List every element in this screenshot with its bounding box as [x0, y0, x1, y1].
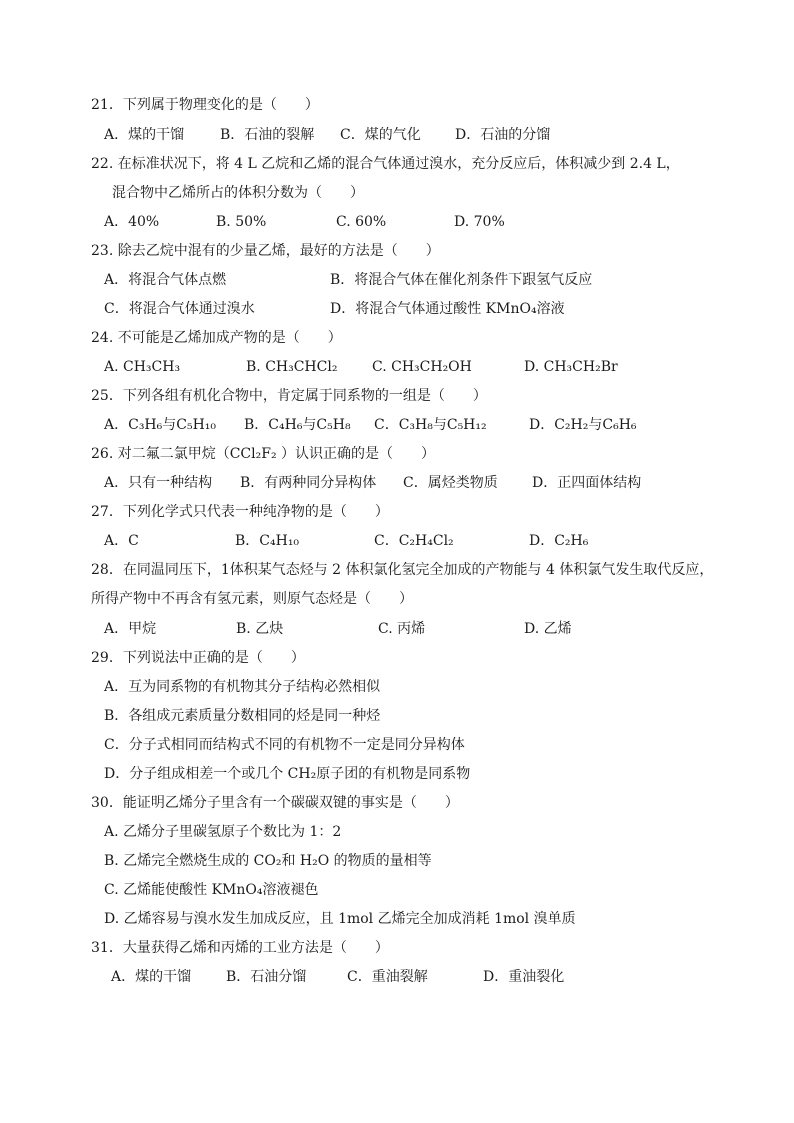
option-a: A．甲烷	[104, 621, 157, 637]
question-31-stem: 31．大量获得乙烯和丙烯的工业方法是（ ）	[91, 940, 389, 956]
question-30-stem: 30．能证明乙烯分子里含有一个碳碳双键的事实是（ ）	[91, 795, 459, 811]
option-d: D．重油裂化	[483, 969, 565, 985]
option-a: A．将混合气体点燃	[104, 272, 227, 288]
question-22-stem-line2: 混合物中乙烯所占的体积分数为（ ）	[112, 185, 364, 201]
option-c: C. 乙烯能使酸性 KMnO₄溶液褪色	[104, 882, 319, 898]
option-a: A．煤的干馏	[111, 969, 192, 985]
question-29-stem: 29．下列说法中正确的是（ ）	[91, 650, 305, 666]
option-a: A．C₃H₆与C₅H₁₀	[104, 417, 217, 433]
option-c: C. CH₃CH₂OH	[372, 359, 472, 375]
option-a: A. CH₃CH₃	[104, 359, 181, 375]
option-c: C．C₃H₈与C₅H₁₂	[374, 417, 487, 433]
option-a: A．40%	[104, 214, 160, 230]
option-c: C. 60%	[336, 214, 387, 230]
option-b: B．各组成元素质量分数相同的烃是同一种烃	[104, 708, 381, 724]
option-b: B．石油的裂解	[220, 127, 315, 143]
option-d: D. 乙烯容易与溴水发生加成反应，且 1mol 乙烯完全加成消耗 1mol 溴单质	[104, 911, 576, 927]
option-b: B. 乙烯完全燃烧生成的 CO₂和 H₂O 的物质的量相等	[104, 853, 432, 869]
option-d: D. 乙烯	[524, 621, 572, 637]
option-c: C．属烃类物质	[403, 475, 498, 491]
option-d: D. CH₃CH₂Br	[524, 359, 618, 375]
option-b: B．C₄H₁₀	[235, 533, 300, 549]
question-26-stem: 26. 对二氟二氯甲烷（CCl₂F₂ ）认识正确的是（ ）	[91, 446, 436, 462]
option-a: A．互为同系物的有机物其分子结构必然相似	[104, 679, 381, 695]
option-d: D．C₂H₂与C₆H₆	[529, 417, 637, 433]
option-b: B. 乙炔	[236, 621, 284, 637]
option-c: C．煤的气化	[340, 127, 421, 143]
option-a: A．煤的干馏	[104, 127, 185, 143]
option-b: B. CH₃CHCl₂	[246, 359, 338, 375]
option-b: B．有两种同分异构体	[240, 475, 377, 491]
option-d: D．分子组成相差一个或几个 CH₂原子团的有机物是同系物	[104, 766, 471, 782]
question-22-stem-line1: 22. 在标准状况下，将 4 L 乙烷和乙烯的混合气体通过溴水，充分反应后，体积减少到 2.4 L，	[91, 156, 680, 172]
question-28-stem-line2: 所得产物中不再含有氢元素，则原气态烃是（ ）	[91, 591, 413, 607]
option-b: B．石油分馏	[226, 969, 307, 985]
option-c: C．分子式相同而结构式不同的有机物不一定是同分异构体	[104, 737, 465, 753]
option-b: B. 50%	[216, 214, 267, 230]
question-25-stem: 25．下列各组有机化合物中，肯定属于同系物的一组是（ ）	[91, 388, 487, 404]
option-d: D．正四面体结构	[532, 475, 642, 491]
option-b: B．将混合气体在催化剂条件下跟氢气反应	[330, 272, 593, 288]
option-c: C. 丙烯	[378, 621, 426, 637]
option-c: C．重油裂解	[347, 969, 428, 985]
option-a: A．只有一种结构	[104, 475, 213, 491]
question-23-stem: 23. 除去乙烷中混有的少量乙烯，最好的方法是（ ）	[91, 243, 440, 259]
option-d: D．石油的分馏	[455, 127, 551, 143]
option-b: B．C₄H₆与C₅H₈	[244, 417, 351, 433]
question-28-stem-line1: 28．在同温同压下，1体积某气态烃与 2 体积氯化氢完全加成的产物能与 4 体积氯气发生取代反应，	[91, 562, 714, 578]
question-24-stem: 24. 不可能是乙烯加成产物的是（ ）	[91, 330, 342, 346]
option-c: C．将混合气体通过溴水	[104, 301, 255, 317]
option-a: A. 乙烯分子里碳氢原子个数比为 1：2	[104, 824, 342, 840]
option-d: D．将混合气体通过酸性 KMnO₄溶液	[330, 301, 565, 317]
option-d: D．C₂H₆	[529, 533, 589, 549]
option-a: A．C	[104, 533, 139, 549]
question-27-stem: 27．下列化学式只代表一种纯净物的是（ ）	[91, 504, 389, 520]
question-21-stem: 21．下列属于物理变化的是（ ）	[91, 97, 319, 113]
option-d: D. 70%	[454, 214, 505, 230]
option-c: C．C₂H₄Cl₂	[374, 533, 454, 549]
